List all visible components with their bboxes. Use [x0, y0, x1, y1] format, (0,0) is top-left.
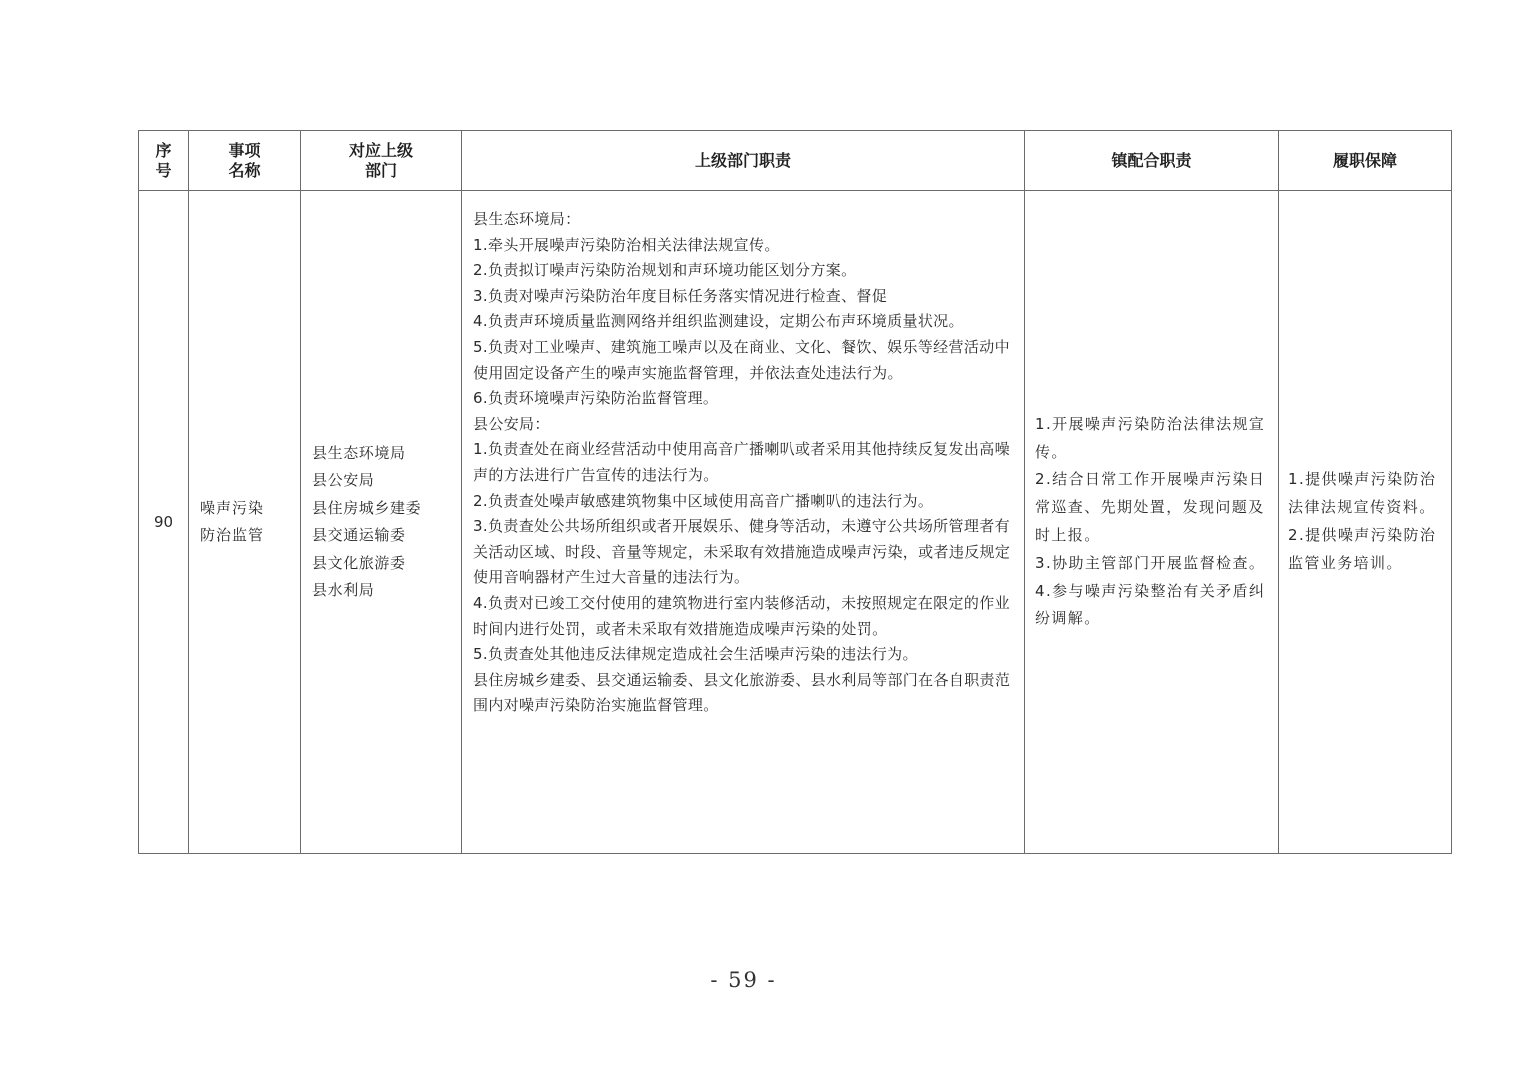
- header-superior-dept: [301, 131, 462, 191]
- header-item-name-line: 名称: [228, 160, 261, 180]
- duty-item: 2.负责拟订噪声污染防治规划和声环境功能区划分方案。: [473, 261, 857, 280]
- table-row: [139, 191, 1452, 854]
- duty-item: 4.负责声环境质量监测网络并组织监测建设，定期公布声环境质量状况。: [473, 312, 964, 331]
- guarantee-cell: [1279, 191, 1452, 854]
- duty-item: 5.负责对工业噪声、建筑施工噪声以及在商业、文化、餐饮、娱乐等经营活动中使用固定设备产生的噪声实施监督管理，并依法查处违法行为。: [473, 337, 1010, 382]
- table-header-row: [139, 131, 1452, 191]
- dept-item: 县生态环境局: [312, 443, 406, 462]
- town-duty-item: 4.参与噪声污染整治有关矛盾纠纷调解。: [1035, 581, 1266, 628]
- dept-item: 县交通运输委: [312, 526, 406, 544]
- duty-table: [138, 130, 1452, 854]
- town-duty-item: 2.结合日常工作开展噪声污染日常巡查、先期处置，发现问题及时上报。: [1035, 470, 1266, 544]
- dept-item: 县水利局: [312, 581, 375, 599]
- duty-item: 5.负责查处其他违反法律规定造成社会生活噪声污染的违法行为。: [473, 645, 918, 664]
- header-town-duties: 镇配合职责: [1025, 131, 1279, 191]
- header-guarantee: 履职保障: [1279, 131, 1452, 191]
- town-duties-cell: [1025, 191, 1279, 854]
- duty-heading: 县生态环境局：: [473, 210, 581, 228]
- guarantee-item: 1.提供噪声污染防治法律法规宣传资料。: [1288, 470, 1437, 517]
- duty-heading: 县公安局：: [473, 414, 550, 433]
- duty-item: 3.负责对噪声污染防治年度目标任务落实情况进行检查、督促: [473, 286, 888, 305]
- page-number: - 59 -: [710, 968, 777, 992]
- dept-item: 县公安局: [312, 471, 375, 489]
- item-name-cell: [189, 191, 301, 854]
- header-item-name-line: 事项: [228, 140, 261, 160]
- guarantee-item: 2.提供噪声污染防治监管业务培训。: [1288, 526, 1437, 572]
- town-duty-item: 1.开展噪声污染防治法律法规宣传。: [1035, 414, 1266, 461]
- superior-duties-cell: [462, 191, 1025, 854]
- header-superior-dept-line: 部门: [364, 160, 397, 180]
- header-index-line: 号: [155, 160, 172, 180]
- header-item-name: [189, 131, 301, 191]
- duty-item: 2.负责查处噪声敏感建筑物集中区域使用高音广播喇叭的违法行为。: [473, 491, 934, 510]
- duty-item: 3.负责查处公共场所组织或者开展娱乐、健身等活动，未遵守公共场所管理者有关活动区域、时段、音量等规定，未采取有效措施造成噪声污染，或者违反规定使用音响器材产生过大音量的违法行为。: [473, 517, 1011, 587]
- superior-dept-cell: [301, 191, 462, 854]
- item-name-line: 噪声污染: [200, 499, 265, 517]
- dept-item: 县文化旅游委: [312, 553, 406, 572]
- header-index-line: 序: [155, 140, 172, 160]
- dept-item: 县住房城乡建委: [312, 498, 422, 517]
- duty-item: 1.负责查处在商业经营活动中使用高音广播喇叭或者采用其他持续反复发出高噪声的方法进行广告宣传的违法行为。: [473, 440, 1010, 484]
- duty-item: 1.牵头开展噪声污染防治相关法律法规宣传。: [473, 235, 780, 254]
- duty-item: 县住房城乡建委、县交通运输委、县文化旅游委、县水利局等部门在各自职责范围内对噪声污染防治实施监督管理。: [473, 670, 1011, 715]
- header-superior-duties: 上级部门职责: [462, 131, 1025, 191]
- item-name-line: 防治监管: [200, 526, 265, 544]
- duty-item: 6.负责环境噪声污染防治监督管理。: [473, 389, 719, 408]
- header-superior-dept-line: 对应上级: [348, 140, 413, 160]
- header-index: [139, 131, 189, 191]
- duty-item: 4.负责对已竣工交付使用的建筑物进行室内装修活动，未按照规定在限定的作业时间内进行处罚，或者未采取有效措施造成噪声污染的处罚。: [473, 593, 1010, 638]
- row-index-cell: 90: [139, 191, 189, 854]
- town-duty-item: 3.协助主管部门开展监督检查。: [1035, 553, 1266, 572]
